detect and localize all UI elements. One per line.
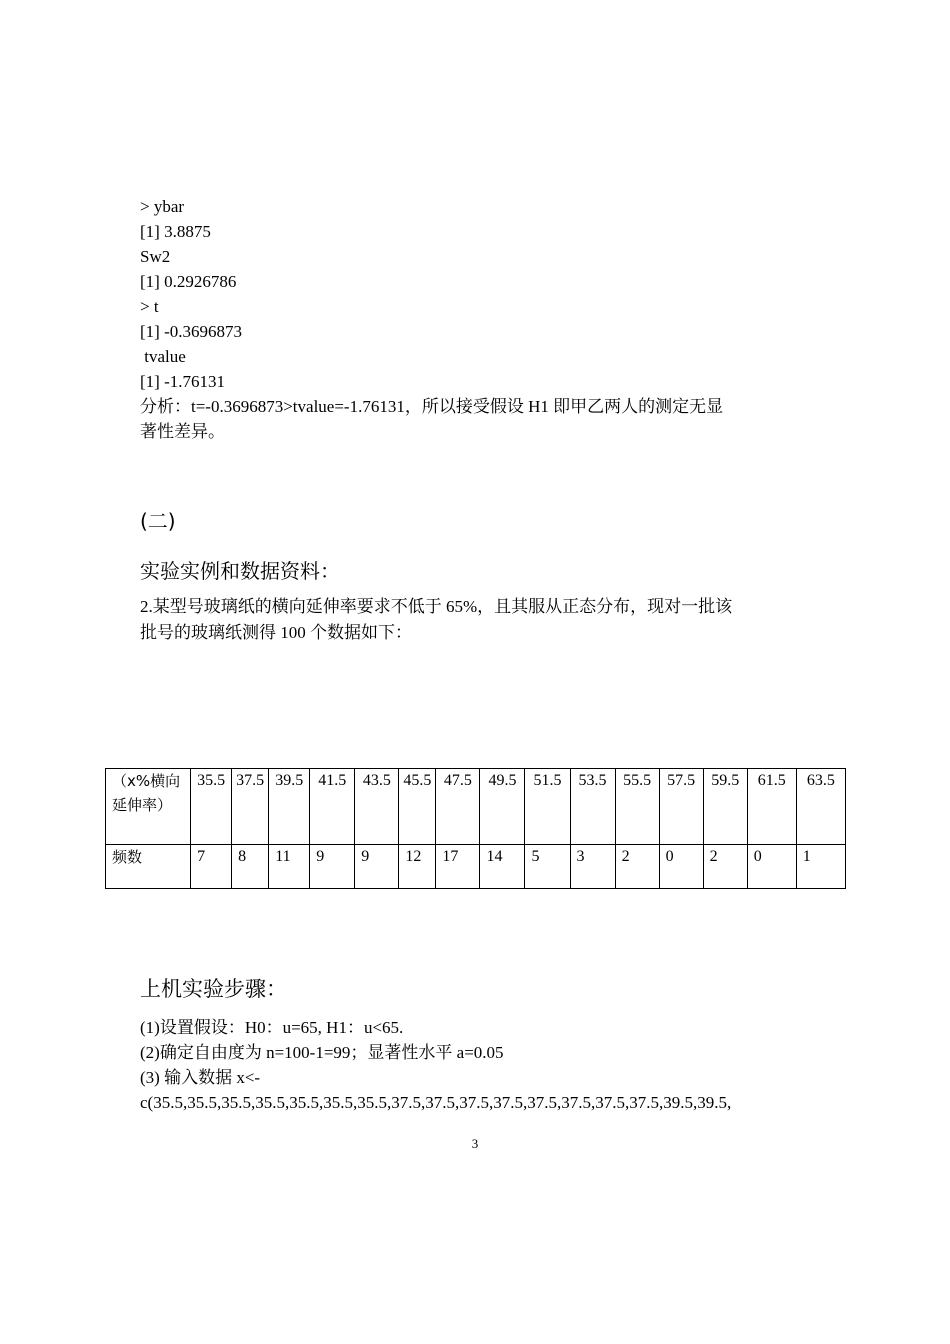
- table-cell-frequency: 0: [659, 845, 703, 889]
- output-line-tvalue-value: [1] -1.76131: [140, 372, 225, 391]
- table-cell-x: 57.5: [659, 769, 703, 845]
- table-cell-x: 59.5: [703, 769, 747, 845]
- output-line-ybar-value: [1] 3.8875: [140, 222, 211, 241]
- table-cell-x: 35.5: [191, 769, 232, 845]
- output-line-ybar-prompt: > ybar: [140, 197, 185, 216]
- problem-line-1: 2.某型号玻璃纸的横向延伸率要求不低于 65%，且其服从正态分布，现对一批该: [140, 597, 733, 616]
- table-cell-x: 51.5: [525, 769, 570, 845]
- table-cell-x: 45.5: [399, 769, 436, 845]
- table-cell-frequency: 1: [796, 845, 845, 889]
- table-cell-frequency: 5: [525, 845, 570, 889]
- output-line-sw2-label: Sw2: [140, 247, 171, 266]
- table-cell-x: 61.5: [747, 769, 796, 845]
- table-cell-frequency: 3: [570, 845, 615, 889]
- table-header-frequency: 频数: [106, 845, 191, 889]
- table-cell-frequency: 8: [232, 845, 269, 889]
- table-cell-frequency: 2: [615, 845, 659, 889]
- table-cell-x: 55.5: [615, 769, 659, 845]
- section-label: (二): [140, 509, 176, 533]
- table-cell-frequency: 2: [703, 845, 747, 889]
- example-heading: 实验实例和数据资料：: [140, 559, 340, 583]
- output-line-t-prompt: > t: [140, 297, 159, 316]
- steps-heading: 上机实验步骤：: [140, 977, 287, 1001]
- table-cell-x: 47.5: [436, 769, 480, 845]
- table-row-frequencies: [106, 845, 846, 889]
- table-cell-x: 41.5: [310, 769, 355, 845]
- table-cell-frequency: 7: [191, 845, 232, 889]
- table-cell-x: 37.5: [232, 769, 269, 845]
- table-cell-x: 49.5: [480, 769, 525, 845]
- table-cell-frequency: 9: [310, 845, 355, 889]
- output-line-tvalue-label: tvalue: [140, 347, 186, 366]
- output-line-sw2-value: [1] 0.2926786: [140, 272, 237, 291]
- step-3: (3) 输入数据 x<-: [140, 1068, 261, 1087]
- table-cell-frequency: 11: [269, 845, 310, 889]
- problem-line-2: 批号的玻璃纸测得 100 个数据如下：: [140, 623, 412, 642]
- table-header-x: （x%横向延伸率）: [106, 769, 191, 845]
- analysis-line-1: 分析：t=-0.3696873>tvalue=-1.76131，所以接受假设 H1 即甲乙两人的测定无显: [140, 397, 724, 416]
- table-row-x-values: [106, 769, 846, 845]
- table-cell-frequency: 0: [747, 845, 796, 889]
- step-2: (2)确定自由度为 n=100-1=99；显著性水平 a=0.05: [140, 1043, 504, 1062]
- step-3-data: c(35.5,35.5,35.5,35.5,35.5,35.5,35.5,37.5,37.5,37.5,37.5,37.5,37.5,37.5,37.5,39.5,39.5,: [140, 1093, 732, 1112]
- table-cell-x: 39.5: [269, 769, 310, 845]
- frequency-table: [105, 768, 846, 889]
- table-cell-x: 63.5: [796, 769, 845, 845]
- step-1: (1)设置假设：H0：u=65, H1：u<65.: [140, 1018, 404, 1037]
- table-cell-frequency: 12: [399, 845, 436, 889]
- output-line-t-value: [1] -0.3696873: [140, 322, 242, 341]
- analysis-line-2: 著性差异。: [140, 422, 225, 441]
- table-cell-frequency: 9: [355, 845, 399, 889]
- table-cell-x: 43.5: [355, 769, 399, 845]
- table-cell-x: 53.5: [570, 769, 615, 845]
- table-cell-frequency: 14: [480, 845, 525, 889]
- table-cell-frequency: 17: [436, 845, 480, 889]
- page-number: 3: [471, 1136, 479, 1151]
